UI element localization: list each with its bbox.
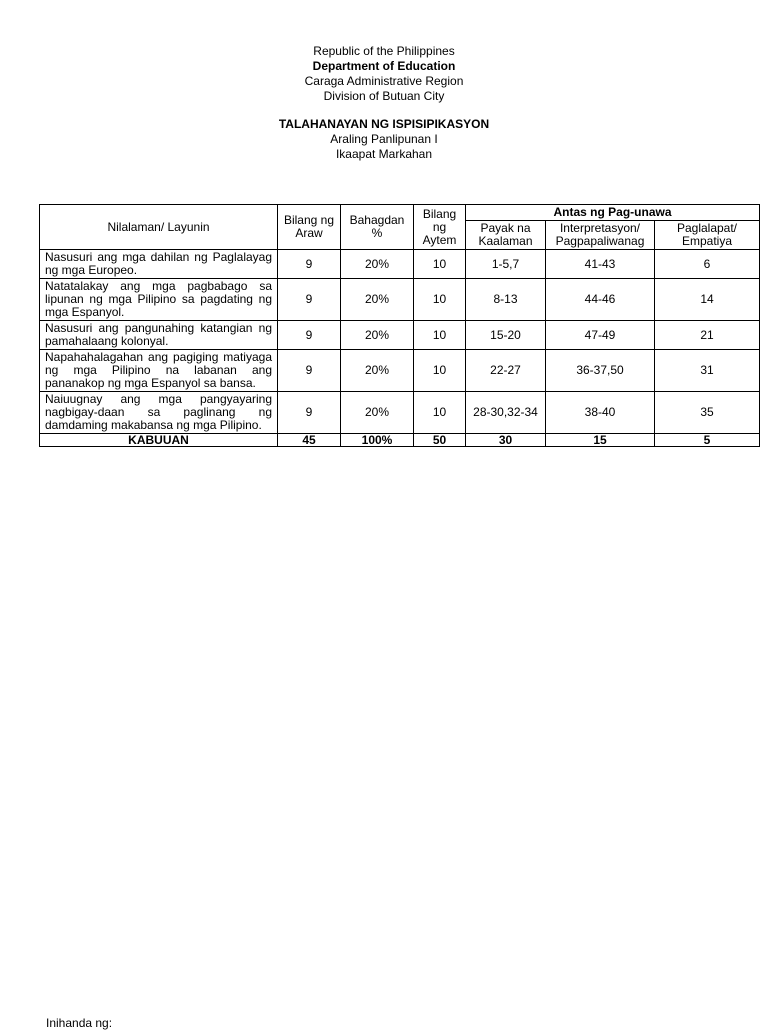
row-percent: 20% (341, 279, 414, 321)
total-items: 50 (414, 434, 466, 447)
total-days: 45 (278, 434, 341, 447)
row-interpretation: 47-49 (546, 321, 655, 350)
row-content: Nasusuri ang pangunahing katangian ng pamahalaang kolonyal. (40, 321, 278, 350)
header-levels: Antas ng Pag-unawa (466, 205, 760, 221)
row-content: Nasusuri ang mga dahilan ng Paglalayag ng mga Europeo. (40, 250, 278, 279)
row-application: 35 (655, 392, 760, 434)
header-knowledge: Payak na Kaalaman (466, 221, 546, 250)
total-row (40, 434, 760, 447)
table-row (40, 279, 760, 321)
table-row (40, 250, 760, 279)
row-days: 9 (278, 321, 341, 350)
table-row (40, 350, 760, 392)
prepared-by-label: Inihanda ng: (46, 1016, 113, 1030)
header-content: Nilalaman/ Layunin (40, 205, 278, 250)
row-content: Napahahalagahan ang pagiging matiyaga ng mga Pilipino na labanan ang pananakop ng mga Espanyol sa bansa. (40, 350, 278, 392)
row-content: Natatalakay ang mga pagbabago sa lipunan ng mga Pilipino sa pagdating ng mga Espanyol. (40, 279, 278, 321)
total-interpretation: 15 (546, 434, 655, 447)
row-items: 10 (414, 350, 466, 392)
row-knowledge: 28-30,32-34 (466, 392, 546, 434)
row-knowledge: 8-13 (466, 279, 546, 321)
header-interpretation: Interpretasyon/ Pagpapaliwanag (546, 221, 655, 250)
row-percent: 20% (341, 321, 414, 350)
row-days: 9 (278, 392, 341, 434)
row-interpretation: 44-46 (546, 279, 655, 321)
row-application: 21 (655, 321, 760, 350)
total-application: 5 (655, 434, 760, 447)
total-knowledge: 30 (466, 434, 546, 447)
row-percent: 20% (341, 350, 414, 392)
table-row (40, 321, 760, 350)
row-days: 9 (278, 250, 341, 279)
total-percent: 100% (341, 434, 414, 447)
row-knowledge: 15-20 (466, 321, 546, 350)
row-items: 10 (414, 392, 466, 434)
document-title: TALAHANAYAN NG ISPISIPIKASYON (278, 117, 490, 131)
row-items: 10 (414, 279, 466, 321)
row-percent: 20% (341, 250, 414, 279)
document-quarter: Ikaapat Markahan (335, 147, 433, 161)
header-application: Paglalapat/ Empatiya (655, 221, 760, 250)
header-days: Bilang ng Araw (278, 205, 341, 250)
header-items: Bilang ng Aytem (414, 205, 466, 250)
title-block (0, 117, 768, 162)
document-subject: Araling Panlipunan I (330, 132, 438, 146)
row-content: Naiuugnay ang mga pangyayaring nagbigay-daan sa paglinang ng damdaming makabansa ng mga Pilipino. (40, 392, 278, 434)
header-department: Department of Education (312, 59, 456, 73)
row-percent: 20% (341, 392, 414, 434)
row-application: 31 (655, 350, 760, 392)
table-row (40, 392, 760, 434)
row-knowledge: 22-27 (466, 350, 546, 392)
total-label: KABUUAN (40, 434, 278, 447)
row-days: 9 (278, 279, 341, 321)
header-republic: Republic of the Philippines (313, 44, 455, 58)
row-days: 9 (278, 350, 341, 392)
header-percent: Bahagdan % (341, 205, 414, 250)
row-interpretation: 38-40 (546, 392, 655, 434)
row-interpretation: 41-43 (546, 250, 655, 279)
document-header (0, 44, 768, 104)
row-knowledge: 1-5,7 (466, 250, 546, 279)
row-application: 14 (655, 279, 760, 321)
row-items: 10 (414, 250, 466, 279)
row-items: 10 (414, 321, 466, 350)
table-header-row (40, 205, 760, 221)
header-division: Division of Butuan City (323, 89, 445, 103)
row-application: 6 (655, 250, 760, 279)
row-interpretation: 36-37,50 (546, 350, 655, 392)
header-region: Caraga Administrative Region (304, 74, 464, 88)
specification-table (39, 204, 760, 447)
